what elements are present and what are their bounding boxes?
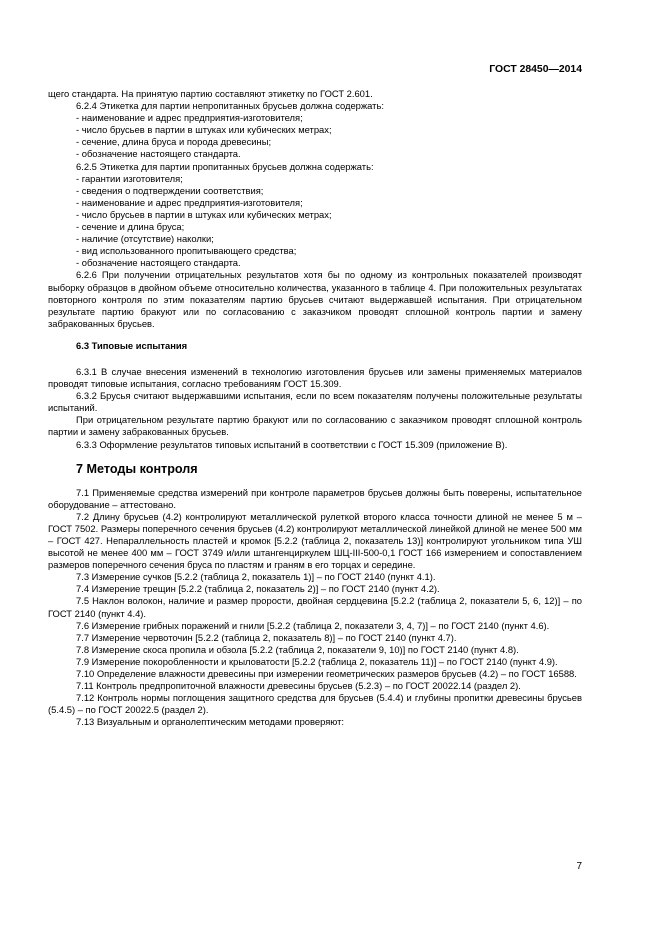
paragraph: При отрицательном результате партию бракуют или по согласованию с заказчиком проводят сплошной контроль партии и замену забракованных брусьев.	[48, 414, 582, 438]
list-item: - сечение и длина бруса;	[76, 221, 185, 233]
clause-7-7: 7.7 Измерение червоточин [5.2.2 (таблица 2, показатель 8)] – по ГОСТ 2140 (пункт 4.7).	[76, 631, 457, 643]
clause-7-1: 7.1 Применяемые средства измерений при контроле параметров брусьев должны быть поверены, испытательное оборудование – аттестовано.	[48, 486, 582, 510]
clause-7-11: 7.11 Контроль предпропиточной влажности древесины брусьев (5.2.3) – по ГОСТ 20022.14 (раздел 2).	[76, 680, 521, 692]
clause-6-2-4: 6.2.4 Этикетка для партии непропитанных брусьев должна содержать:	[76, 100, 384, 112]
clause-7-5: 7.5 Наклон волокон, наличие и размер прорости, двойная сердцевина [5.2.2 (таблица 2, показатели 5, 6, 12)] – по ГОСТ 2140 (пункт 4.4).	[48, 595, 582, 619]
clause-6-3-1: 6.3.1 В случае внесения изменений в технологию изготовления брусьев или замены применяемых материалов проводят типовые испытания, согласно требованиям ГОСТ 15.309.	[48, 365, 582, 390]
clause-6-2-6: 6.2.6 При получении отрицательных результатов хотя бы по одному из контрольных показателей производят выборку образцов в двойном объеме относительно количества, указанного в таблице 4. При положительных результатах повторного контроля по этим показателям партию брусьев считают выдержавшей испытания. При отрицательном результате партию бракуют или по согласованию с заказчиком проводят сплошной контроль партии и замену забракованных брусьев.	[48, 269, 582, 329]
section-7-title: 7 Методы контроля	[76, 461, 198, 476]
list-item: - число брусьев в партии в штуках или кубических метрах;	[76, 208, 332, 220]
text-line: щего стандарта. На принятую партию составляют этикетку по ГОСТ 2.601.	[48, 88, 373, 99]
document-header: ГОСТ 28450—2014	[489, 64, 582, 75]
section-6-3-title: 6.3 Типовые испытания	[76, 339, 188, 351]
clause-7-12: 7.12 Контроль нормы поглощения защитного средства для брусьев (5.4.4) и глубины пропитки древесины брусьев (5.4.5) – по ГОСТ 20022.5 (раздел 2).	[48, 692, 582, 716]
clause-7-8: 7.8 Измерение скоса пропила и обзола [5.2.2 (таблица 2, показатели 9, 10)] по ГОСТ 2140 (пункт 4.8).	[76, 643, 519, 655]
clause-6-2-5: 6.2.5 Этикетка для партии пропитанных брусьев должна содержать:	[76, 160, 374, 172]
clause-7-3: 7.3 Измерение сучков [5.2.2 (таблица 2, показатель 1)] – по ГОСТ 2140 (пункт 4.1).	[76, 571, 436, 583]
list-item: - наименование и адрес предприятия-изготовителя;	[76, 196, 303, 208]
clause-7-4: 7.4 Измерение трещин [5.2.2 (таблица 2, показатель 2)] – по ГОСТ 2140 (пункт 4.2).	[76, 583, 440, 595]
list-item: - обозначение настоящего стандарта.	[76, 148, 241, 160]
list-item: - число брусьев в партии в штуках или кубических метрах;	[76, 124, 332, 136]
clause-6-3-3: 6.3.3 Оформление результатов типовых испытаний в соответствии с ГОСТ 15.309 (приложение В).	[76, 438, 508, 450]
list-item: - обозначение настоящего стандарта.	[76, 257, 241, 269]
clause-7-2: 7.2 Длину брусьев (4.2) контролируют металлической рулеткой второго класса точности длиной не менее 5 м – ГОСТ 7502. Размеры поперечного сечения брусьев (4.2) контролируют металлической линейкой длиной не менее 500 мм – ГОСТ 427. Непараллельность пластей и кромок [5.2.2 (таблица 2, показатель 13)] контролируют угольником типа УШ высотой не менее 400 мм – ГОСТ 3749 и/или штангенциркулем ШЦ-III-500-0,1 ГОСТ 166 измерением и сопоставлением размеров поперечного сечения бруса по пластям и граням в его торцах и середине.	[48, 510, 582, 571]
list-item: - наименование и адрес предприятия-изготовителя;	[76, 112, 303, 124]
clause-7-9: 7.9 Измерение покоробленности и крыловатости [5.2.2 (таблица 2, показатель 11)] – по ГОСТ 2140 (пункт 4.9).	[76, 655, 558, 667]
page-number: 7	[576, 861, 582, 872]
page-body	[48, 88, 582, 729]
clause-6-3-2: 6.3.2 Брусья считают выдержавшими испытания, если по всем показателям получены положительные результаты испытаний.	[48, 390, 582, 414]
list-item: - сечение, длина бруса и порода древесины;	[76, 136, 272, 148]
clause-7-6: 7.6 Измерение грибных поражений и гнили [5.2.2 (таблица 2, показатели 3, 4, 7)] – по ГОСТ 2140 (пункт 4.6).	[76, 619, 550, 631]
list-item: - сведения о подтверждении соответствия;	[76, 184, 264, 196]
clause-7-13: 7.13 Визуальным и органолептическим методами проверяют:	[76, 716, 345, 728]
clause-7-10: 7.10 Определение влажности древесины при измерении геометрических размеров брусьев (4.2) – по ГОСТ 16588.	[76, 668, 577, 680]
list-item: - гарантии изготовителя;	[76, 172, 183, 184]
list-item: - наличие (отсутствие) наколки;	[76, 233, 214, 245]
list-item: - вид использованного пропитывающего средства;	[76, 245, 297, 257]
